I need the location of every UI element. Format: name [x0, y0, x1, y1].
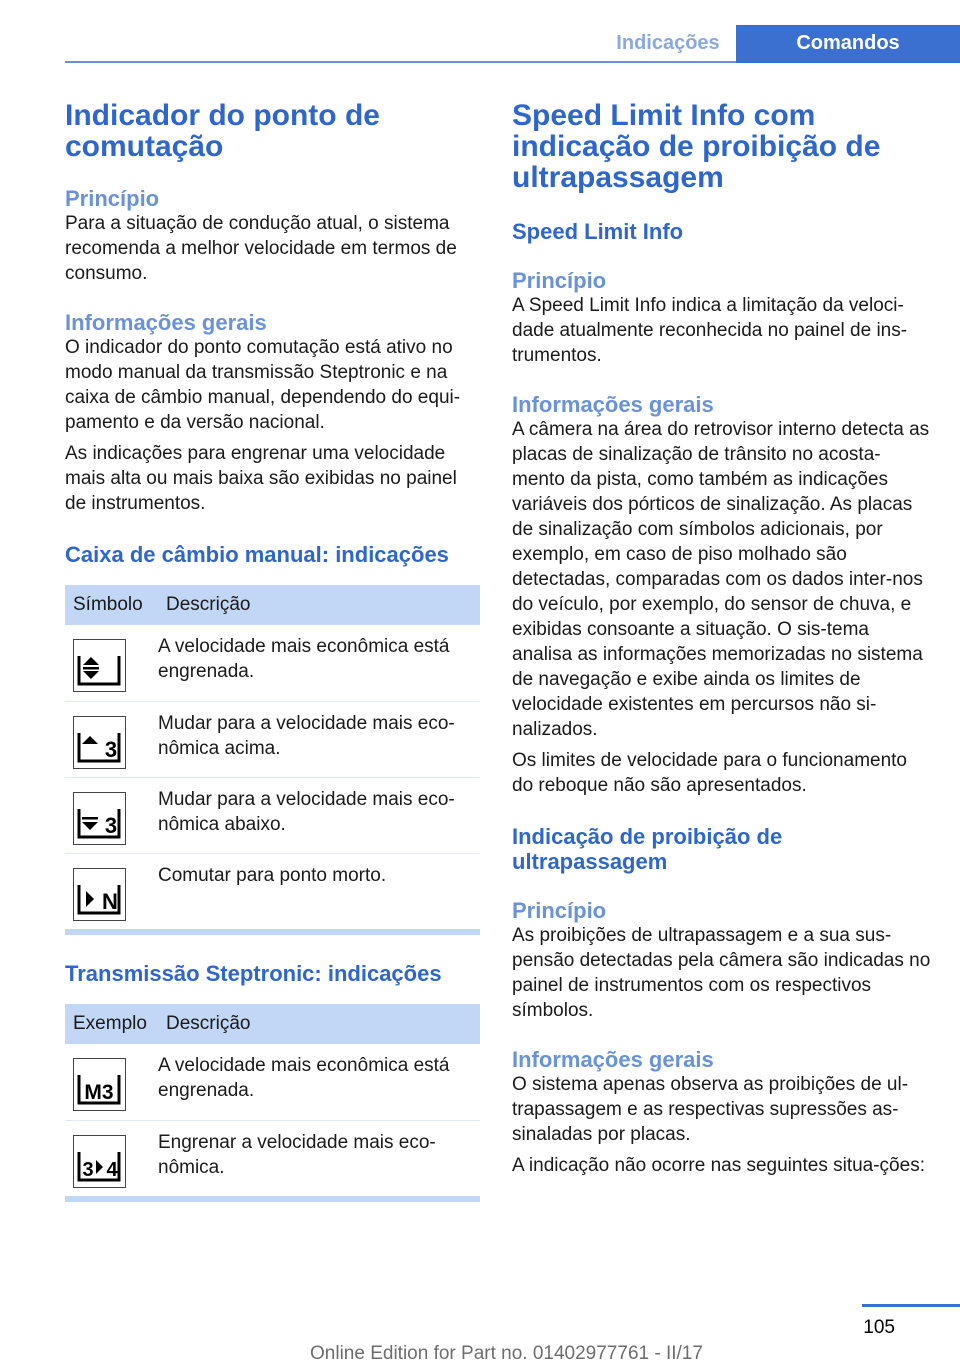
info-paragraph-1: O indicador do ponto comutação está ativo no modo manual da transmissão Steptronic e na caixa de câmbio manual, dependendo do equi-pamento e da versão nacional. [65, 337, 461, 433]
heading-principio: Princípio [65, 186, 160, 211]
principio-text: A Speed Limit Info indica a limitação da veloci-dade atualmente reconhecida no painel de ins-trumentos. [512, 295, 908, 366]
table-end-bar [65, 1196, 480, 1202]
row-description: Comutar para ponto morto. [158, 864, 387, 886]
heading-principio: Princípio [512, 898, 607, 923]
left-column [65, 100, 480, 1202]
m3-label: M3 [84, 1081, 114, 1104]
table-row [65, 701, 480, 777]
optimal-gear-icon [73, 639, 126, 692]
page-number-rule [862, 1304, 960, 1307]
heading-overtaking: Indicação de proibição de ultrapassagem [512, 824, 783, 874]
col-header-simbolo: Símbolo [65, 585, 158, 625]
right-column [512, 100, 932, 1178]
info-paragraph-2: As indicações para engrenar uma velocidade mais alta ou mais baixa são exibidas no painel de instrumentos. [65, 443, 457, 514]
row-description: A velocidade mais econômica está engrenada. [158, 625, 480, 701]
heading-steptronic: Transmissão Steptronic: indicações [65, 961, 442, 986]
info-paragraph-2: Os limites de velocidade para o funcionamento do reboque não são apresentados. [512, 750, 908, 796]
heading-principio: Princípio [512, 268, 607, 293]
footer-edition: Online Edition for Part no. 01402977761 - II/17 [310, 1343, 703, 1364]
page-title: Indicador do ponto de comutação [65, 99, 380, 163]
row-description: Mudar para a velocidade mais eco-nômica acima. [158, 701, 480, 777]
svg-text:4: 4 [106, 1158, 118, 1181]
info-paragraph-2: A indicação não ocorre nas seguintes situa-ções: [512, 1155, 925, 1176]
row-description: A velocidade mais econômica está engrenada. [158, 1044, 480, 1120]
shift-down-3-icon [73, 792, 126, 845]
section-title: Speed Limit Info com indicação de proibição de ultrapassagem [512, 99, 881, 194]
svg-text:3: 3 [104, 812, 118, 838]
gear-3-to-4-icon [73, 1135, 126, 1188]
principio-text: Para a situação de condução atual, o sistema recomenda a melhor velocidade em termos de consumo. [65, 213, 457, 284]
svg-text:3: 3 [104, 736, 118, 762]
m3-icon [73, 1058, 126, 1111]
heading-informacoes-gerais: Informações gerais [512, 392, 714, 417]
page-number: 105 [863, 1317, 895, 1338]
table-row [65, 777, 480, 853]
heading-informacoes-gerais: Informações gerais [65, 310, 267, 335]
tab-comandos[interactable]: Comandos [736, 25, 960, 63]
col-header-exemplo: Exemplo [65, 1004, 158, 1044]
info-paragraph-1: A câmera na área do retrovisor interno detecta as placas de sinalização de trânsito no acosta-mento da pista, como também as indicações variáveis dos pórticos de sinalização. As placas de sinalização com símbolos adicionais, por exemplo, em caso de piso molhado são detectadas, comparadas com os dados inter-nos do veículo, por exemplo, do sensor de chuva, e exibidas consoante a situação. O sis-tema analisa as informações memorizadas no sistema de navegação e exibe ainda os limites de velocidade existentes em percursos não si-nalizados. [512, 419, 930, 740]
svg-text:N: N [102, 888, 118, 914]
heading-manual-gearbox: Caixa de câmbio manual: indicações [65, 542, 449, 567]
svg-text:3: 3 [82, 1158, 94, 1181]
col-header-descricao: Descrição [158, 585, 480, 625]
principio-text: As proibições de ultrapassagem e a sua sus-pensão detectadas pela câmera são indicadas no painel de instrumentos com os respectivos símbolos. [512, 925, 931, 1021]
heading-informacoes-gerais: Informações gerais [512, 1047, 714, 1072]
row-description: Engrenar a velocidade mais eco-nômica. [158, 1131, 436, 1178]
table-end-bar [65, 929, 480, 935]
table-row [65, 1120, 480, 1196]
shift-up-3-icon [73, 716, 126, 769]
tab-indicacoes[interactable]: Indicações [616, 32, 720, 54]
steptronic-table [65, 1004, 480, 1196]
neutral-n-icon [73, 868, 126, 921]
table-row [65, 853, 480, 929]
info-paragraph-1: O sistema apenas observa as proibições de ul-trapassagem e as respectivas supressões as-sinaladas por placas. [512, 1074, 909, 1145]
table-row [65, 1044, 480, 1120]
manual-gearbox-table [65, 585, 480, 929]
col-header-descricao: Descrição [158, 1004, 480, 1044]
table-row [65, 625, 480, 701]
heading-speed-limit-info: Speed Limit Info [512, 219, 684, 244]
row-description: Mudar para a velocidade mais eco-nômica abaixo. [158, 777, 480, 853]
